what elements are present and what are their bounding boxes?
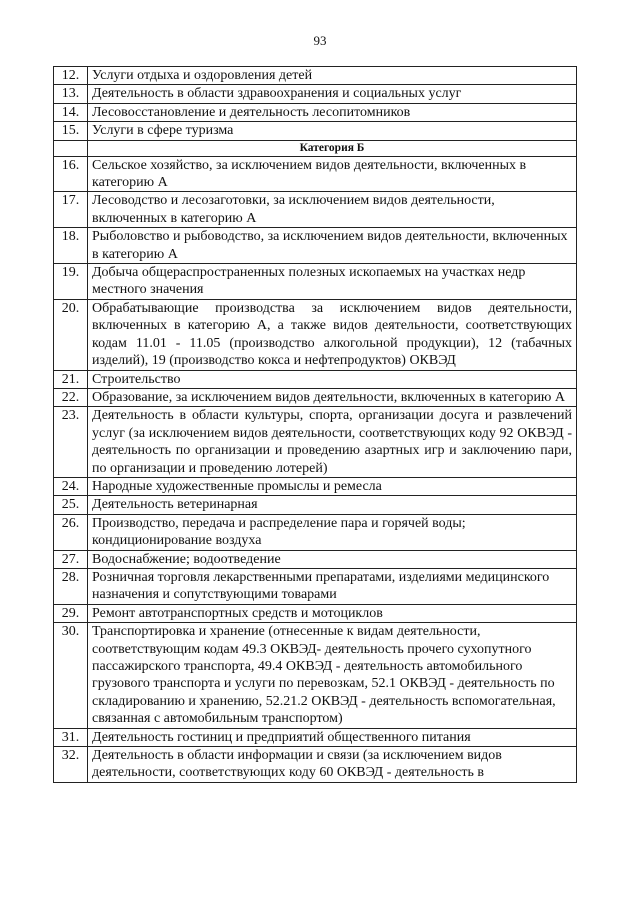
row-number: 32. — [54, 747, 88, 783]
table-row — [54, 568, 577, 604]
category-row — [54, 140, 577, 156]
row-text: Розничная торговля лекарственными препаратами, изделиями медицинского назначения и сопутствующими товарами — [88, 568, 577, 604]
row-number: 13. — [54, 85, 88, 103]
row-text: Деятельность в области здравоохранения и социальных услуг — [88, 85, 577, 103]
row-number: 31. — [54, 728, 88, 746]
row-number: 27. — [54, 550, 88, 568]
row-text: Производство, передача и распределение пара и горячей воды; кондиционирование воздуха — [88, 514, 577, 550]
activities-table — [53, 66, 577, 783]
row-number: 26. — [54, 514, 88, 550]
row-text: Строительство — [88, 370, 577, 388]
row-text: Услуги отдыха и оздоровления детей — [88, 67, 577, 85]
row-text: Лесоводство и лесозаготовки, за исключением видов деятельности, включенных в категорию А — [88, 192, 577, 228]
table-row — [54, 156, 577, 192]
table-row — [54, 228, 577, 264]
row-number: 20. — [54, 299, 88, 370]
row-text: Деятельность в области культуры, спорта, организации досуга и развлечений услуг (за исключением видов деятельности, соответствующих коду 92 ОКВЭД - деятельность по организации и проведению азартных игр и заключению пари, по организации и проведению лотерей) — [88, 407, 577, 478]
row-text: Деятельность гостиниц и предприятий общественного питания — [88, 728, 577, 746]
row-text: Рыболовство и рыбоводство, за исключением видов деятельности, включенных в категорию А — [88, 228, 577, 264]
row-text: Лесовосстановление и деятельность лесопитомников — [88, 103, 577, 121]
table-row — [54, 192, 577, 228]
row-text: Услуги в сфере туризма — [88, 122, 577, 140]
row-text: Добыча общераспространенных полезных ископаемых на участках недр местного значения — [88, 264, 577, 300]
table-row — [54, 604, 577, 622]
page-number: 93 — [313, 33, 327, 48]
row-text: Сельское хозяйство, за исключением видов деятельности, включенных в категорию А — [88, 156, 577, 192]
row-number: 22. — [54, 388, 88, 406]
row-number: 19. — [54, 264, 88, 300]
table-row — [54, 264, 577, 300]
table-row — [54, 370, 577, 388]
row-number: 21. — [54, 370, 88, 388]
row-text: Ремонт автотранспортных средств и мотоциклов — [88, 604, 577, 622]
row-text: Образование, за исключением видов деятельности, включенных в категорию А — [88, 388, 577, 406]
table-row — [54, 67, 577, 85]
table-row — [54, 122, 577, 140]
row-text: Деятельность в области информации и связи (за исключением видов деятельности, соответствующих коду 60 ОКВЭД - деятельность в — [88, 747, 577, 783]
row-number: 12. — [54, 67, 88, 85]
table-row — [54, 299, 577, 370]
row-text: Транспортировка и хранение (отнесенные к видам деятельности, соответствующим кодам 49.3 ОКВЭД- деятельность прочего сухопутного пассажирского транспорта, 49.4 ОКВЭД - деятельность автомобильного грузового транспорта и услуги по перевозкам, 52.1 ОКВЭД - деятельность по складированию и хранению, 52.21.2 ОКВЭД - деятельность вспомогательная, связанная с автомобильным транспортом) — [88, 623, 577, 728]
table-row — [54, 623, 577, 728]
row-text: Водоснабжение; водоотведение — [88, 550, 577, 568]
table-row — [54, 747, 577, 783]
table-row — [54, 407, 577, 478]
table-row — [54, 496, 577, 514]
row-text: Народные художественные промыслы и ремесла — [88, 477, 577, 495]
row-number: 18. — [54, 228, 88, 264]
table-row — [54, 514, 577, 550]
row-number: 14. — [54, 103, 88, 121]
row-number: 28. — [54, 568, 88, 604]
table-body — [54, 67, 577, 783]
category-title: Категория Б — [88, 140, 577, 156]
row-text: Обрабатывающие производства за исключением видов деятельности, включенных в категорию А, а также видов деятельности, соответствующих кодам 11.01 - 11.05 (производство алкогольной продукции), 12 (табачных изделий), 19 (производство кокса и нефтепродуктов) ОКВЭД — [88, 299, 577, 370]
row-text: Деятельность ветеринарная — [88, 496, 577, 514]
row-number: 15. — [54, 122, 88, 140]
row-number: 17. — [54, 192, 88, 228]
row-number: 23. — [54, 407, 88, 478]
table-row — [54, 477, 577, 495]
table-row — [54, 388, 577, 406]
table-row — [54, 550, 577, 568]
row-number: 24. — [54, 477, 88, 495]
table-row — [54, 103, 577, 121]
row-number: 30. — [54, 623, 88, 728]
category-number-cell — [54, 140, 88, 156]
table-row — [54, 728, 577, 746]
row-number: 25. — [54, 496, 88, 514]
row-number: 16. — [54, 156, 88, 192]
row-number: 29. — [54, 604, 88, 622]
table-row — [54, 85, 577, 103]
